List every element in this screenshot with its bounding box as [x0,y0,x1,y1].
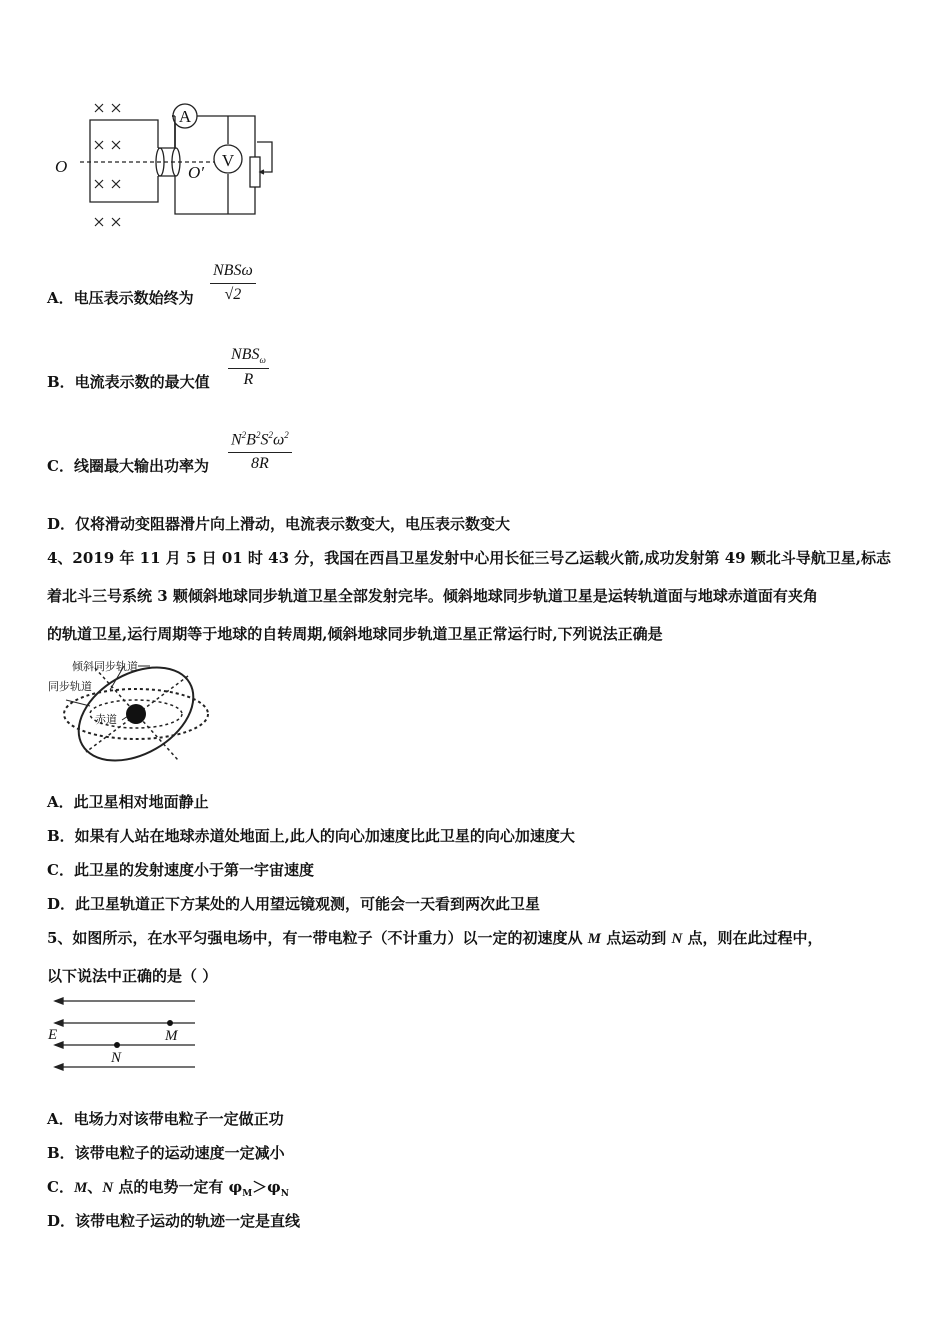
label-sync-orbit: 同步轨道 [48,681,92,693]
q3-option-b-fraction: $NBS_\omega$ R [228,346,269,389]
q4-option-c: C．此卫星的发射速度小于第一宇宙速度 [47,861,314,879]
q3-option-c: C．线圈最大输出功率为 [47,457,209,475]
q3-option-d: D．仅将滑动变阻器滑片向上滑动，电流表示数变大，电压表示数变大 [47,515,511,533]
q5-option-a: A．电场力对该带电粒子一定做正功 [47,1110,284,1128]
q3-option-b: B．电流表示数的最大值 [47,373,210,391]
label-O-prime: O′ [188,163,204,182]
q4-stem-line-1: 4、2019 年 11 月 5 日 01 时 43 分，我国在西昌卫星发射中心用长征三号乙运载火箭,成功发射第 49 颗北斗导航卫星,标志 [47,549,892,567]
q4-option-b: B．如果有人站在地球赤道处地面上,此人的向心加速度比此卫星的向心加速度大 [47,827,575,845]
svg-text:V: V [221,151,235,170]
q4-stem-line-2: 着北斗三号系统 3 颗倾斜地球同步轨道卫星全部发射完毕。倾斜地球同步轨道卫星是运转轨道面与地球赤道面有夹角 [47,587,818,605]
q3-option-c-fraction: $N^2B^2S^2\omega^2$ 8R [228,430,292,473]
q5-stem-line-2: 以下说法中正确的是（ ） [47,967,218,985]
label-N: N [111,1050,122,1066]
point-M [167,1020,173,1026]
q4-stem-line-3: 的轨道卫星,运行周期等于地球的自转周期,倾斜地球同步轨道卫星正常运行时,下列说法正确是 [47,625,663,643]
label-equator: 赤道 [95,714,117,726]
q5-option-b: B．该带电粒子的运动速度一定减小 [47,1144,285,1162]
label-O: O [55,157,68,176]
q3-option-a: A．电压表示数始终为 [47,289,194,307]
point-N [114,1042,120,1048]
label-E: E [48,1027,58,1043]
q4-option-a: A．此卫星相对地面静止 [47,793,209,811]
label-M: M [165,1028,178,1044]
svg-text:A: A [178,107,192,126]
q5-stem-line-1: 5、如图所示，在水平匀强电场中，有一带电粒子（不计重力）以一定的初速度从 M 点运动到 N 点，则在此过程中， [47,929,823,947]
q5-option-d: D．该带电粒子运动的轨迹一定是直线 [47,1212,301,1230]
label-inclined-orbit: 倾斜同步轨道 [72,661,138,673]
q3-option-a-fraction: NBSω √2 [210,262,256,304]
q5-option-c: C．M、N 点的电势一定有 $\varphi_M>\varphi_N$ [47,1178,289,1199]
q4-option-d: D．此卫星轨道正下方某处的人用望远镜观测，可能会一天看到两次此卫星 [47,895,541,913]
